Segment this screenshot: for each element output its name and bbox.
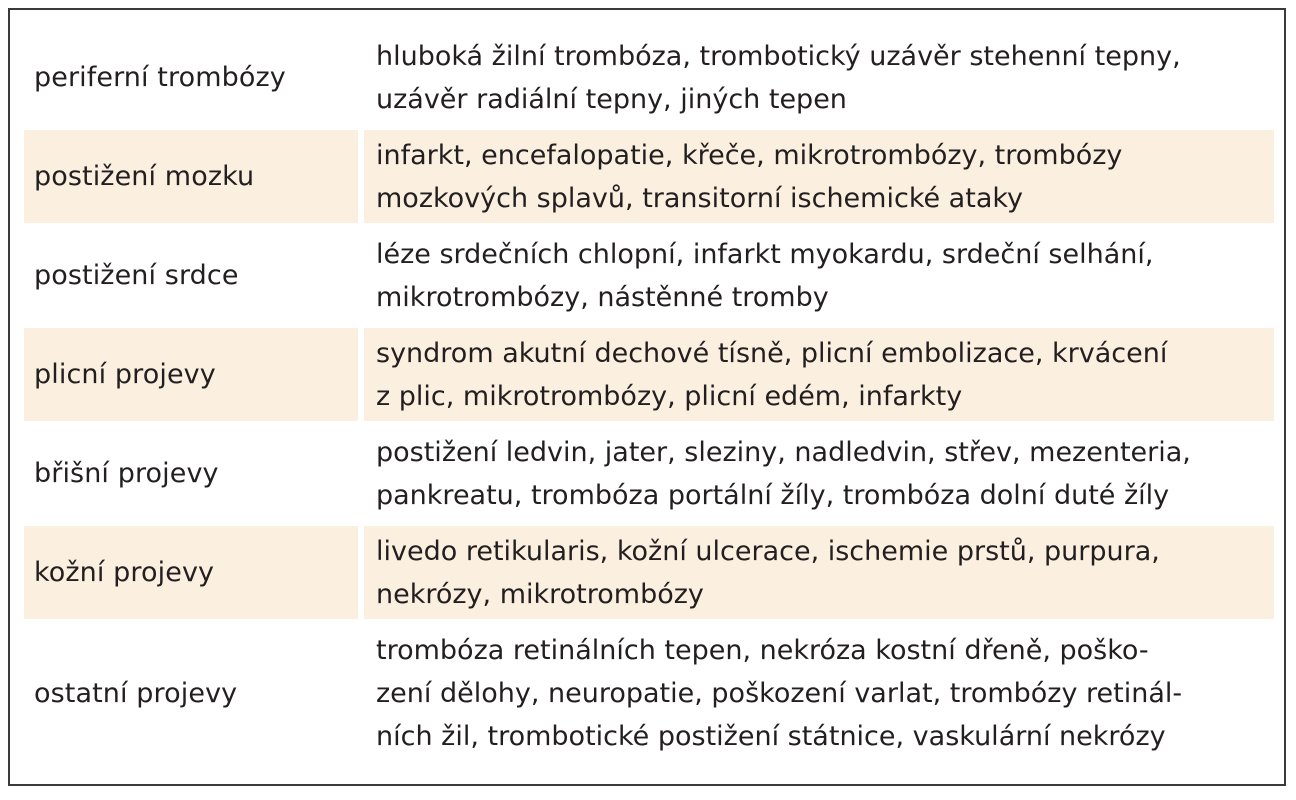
row-text-cell <box>364 526 1274 619</box>
table-row <box>24 328 1274 421</box>
row-label-cell <box>24 427 358 520</box>
row-label-cell <box>24 229 358 322</box>
row-label-cell <box>24 625 358 762</box>
row-label: postižení mozku <box>34 161 255 192</box>
table-row <box>24 526 1274 619</box>
row-text: hluboká žilní trombóza, trombotický uzávěr stehenní tepny, uzávěr radiální tepny, jiných tepen <box>376 40 1181 115</box>
row-label: břišní projevy <box>34 458 219 489</box>
row-text-cell <box>364 31 1274 124</box>
row-text-cell <box>364 427 1274 520</box>
table-row <box>24 130 1274 223</box>
row-text-cell <box>364 130 1274 223</box>
row-label: periferní trombózy <box>34 62 286 93</box>
row-label-cell <box>24 130 358 223</box>
table-row <box>24 31 1274 124</box>
row-label-cell <box>24 31 358 124</box>
row-label: plicní projevy <box>34 359 216 390</box>
row-label: ostatní projevy <box>34 678 238 709</box>
row-text: livedo retikularis, kožní ulcerace, ischemie prstů, purpura, nekrózy, mikrotrombózy <box>376 535 1160 610</box>
row-text: syndrom akutní dechové tísně, plicní embolizace, krvácení z plic, mikrotrombózy, plicní edém, infarkty <box>376 337 1168 412</box>
row-text-cell <box>364 625 1274 762</box>
table-row <box>24 427 1274 520</box>
table-row <box>24 229 1274 322</box>
row-text-cell <box>364 328 1274 421</box>
row-text-cell <box>364 229 1274 322</box>
row-label-cell <box>24 526 358 619</box>
row-text: trombóza retinálních tepen, nekróza kostní dřeně, poško- zení dělohy, neuropatie, poškození varlat, trombózy retinál- ních žil, trombotické postižení státnice, vaskulární nekrózy <box>376 635 1183 752</box>
table-row <box>24 625 1274 762</box>
row-text: léze srdečních chlopní, infarkt myokardu, srdeční selhání, mikrotrombózy, nástěnné tromby <box>376 238 1154 313</box>
manifestations-table <box>24 31 1274 768</box>
row-label: postižení srdce <box>34 260 239 291</box>
row-label-cell <box>24 328 358 421</box>
row-label: kožní projevy <box>34 557 215 588</box>
table-frame <box>8 8 1286 786</box>
row-text: infarkt, encefalopatie, křeče, mikrotrombózy, trombózy mozkových splavů, transitorní ischemické ataky <box>376 139 1123 214</box>
row-text: postižení ledvin, jater, sleziny, nadledvin, střev, mezenteria, pankreatu, trombóza portální žíly, trombóza dolní duté žíly <box>376 436 1191 511</box>
